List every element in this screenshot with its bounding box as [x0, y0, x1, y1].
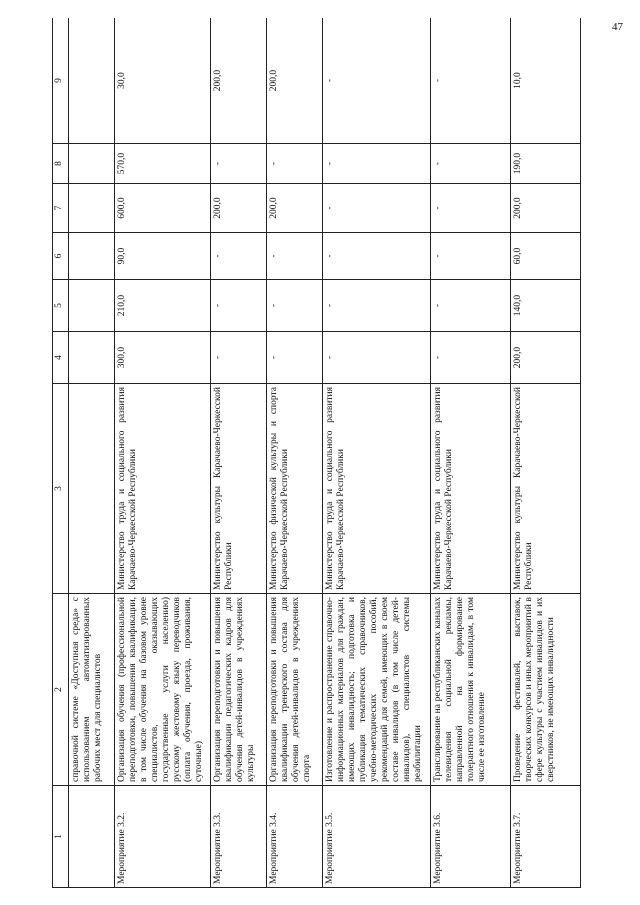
value-cell-8: 570,0 — [115, 144, 211, 184]
value-cell-4: - — [267, 332, 323, 384]
row-name-cell: Изготовление и распространение справочно-информационных материалов для граждан, имеющих инвалидность; подготовка и публикация тематических справочников, учебно-методических пособий, рекомендаций для семей, имеющих в своем составе инвалидов (в том числе детей-инвалидов), специалистов системы реабилитации — [323, 594, 431, 786]
table-row — [211, 18, 267, 888]
value-cell-5: 140,0 — [511, 280, 581, 332]
row-id-cell — [69, 786, 115, 888]
row-id-cell: Мероприятие 3.7. — [511, 786, 581, 888]
row-executor-cell — [69, 384, 115, 594]
value-cell-6: - — [211, 233, 267, 280]
value-cell-8: 190,0 — [511, 144, 581, 184]
column-header-2: 2 — [53, 594, 69, 786]
rotated-page-container — [52, 18, 597, 888]
value-cell-8: - — [431, 144, 511, 184]
column-number-row — [53, 18, 69, 888]
value-cell-9: 200,0 — [267, 18, 323, 144]
value-cell-5: - — [323, 280, 431, 332]
column-header-7: 7 — [53, 184, 69, 233]
value-cell-9: 30,0 — [115, 18, 211, 144]
row-name-cell: Проведение фестивалей, выставок, творческих конкурсов и иных мероприятий в сфере культуры с участием инвалидов и их сверстников, не имеющих инвалидности — [511, 594, 581, 786]
row-id-cell: Мероприятие 3.2. — [115, 786, 211, 888]
column-header-5: 5 — [53, 280, 69, 332]
value-cell-9: - — [431, 18, 511, 144]
value-cell-7: 200,0 — [267, 184, 323, 233]
value-cell-6 — [69, 233, 115, 280]
row-executor-cell: Министерство труда и социального развития Карачаево-Черкесской Республики — [323, 384, 431, 594]
value-cell-5: - — [267, 280, 323, 332]
value-cell-6: 60,0 — [511, 233, 581, 280]
value-cell-5: 210,0 — [115, 280, 211, 332]
value-cell-4: - — [323, 332, 431, 384]
row-executor-cell: Министерство физической культуры и спорта Карачаево-Черкесской Республики — [267, 384, 323, 594]
table-row — [267, 18, 323, 888]
value-cell-9 — [69, 18, 115, 144]
value-cell-7: - — [323, 184, 431, 233]
row-name-cell: Транслирование на республиканских каналах телевидения социальной рекламы, направленной на формирование толерантного отношения к инвалидам, в том числе ее изготовление — [431, 594, 511, 786]
value-cell-9: 200,0 — [211, 18, 267, 144]
row-executor-cell: Министерство труда и социального развития Карачаево-Черкесской Республики — [115, 384, 211, 594]
value-cell-6: - — [431, 233, 511, 280]
value-cell-6: - — [323, 233, 431, 280]
column-header-8: 8 — [53, 144, 69, 184]
row-name-cell: справочной системе «Доступная среда» с использованием автоматизированных рабочих мест для специалистов — [69, 594, 115, 786]
page-number: 47 — [612, 21, 623, 33]
row-executor-cell: Министерство труда и социального развития Карачаево-Черкесской Республики — [431, 384, 511, 594]
value-cell-4: 200,0 — [511, 332, 581, 384]
row-executor-cell: Министерство культуры Карачаево-Черкесской Республики — [511, 384, 581, 594]
value-cell-6: 90,0 — [115, 233, 211, 280]
row-id-cell: Мероприятие 3.5. — [323, 786, 431, 888]
value-cell-4 — [69, 332, 115, 384]
value-cell-8 — [69, 144, 115, 184]
column-header-6: 6 — [53, 233, 69, 280]
value-cell-7: 200,0 — [511, 184, 581, 233]
value-cell-5: - — [431, 280, 511, 332]
row-id-cell: Мероприятие 3.4. — [267, 786, 323, 888]
row-id-cell: Мероприятие 3.6. — [431, 786, 511, 888]
value-cell-7: - — [431, 184, 511, 233]
rotated-table-content — [52, 18, 597, 888]
column-header-1: 1 — [53, 786, 69, 888]
row-name-cell: Организация переподготовки и повышения квалификации педагогических кадров для обучения детей-инвалидов в учреждениях культуры — [211, 594, 267, 786]
column-header-9: 9 — [53, 18, 69, 144]
value-cell-8: - — [211, 144, 267, 184]
value-cell-9: - — [323, 18, 431, 144]
value-cell-5: - — [211, 280, 267, 332]
table-row — [431, 18, 511, 888]
value-cell-4: - — [431, 332, 511, 384]
row-name-cell: Организация обучения (профессиональной переподготовки, повышения квалификации, в том числе обучения на базовом уровне специалистов, оказывающих государственные услуги населению) русскому жестовому языку переводчиков (оплата обучения, проезда, проживания, суточные) — [115, 594, 211, 786]
value-cell-8: - — [267, 144, 323, 184]
value-cell-4: - — [211, 332, 267, 384]
row-executor-cell: Министерство культуры Карачаево-Черкесской Республики — [211, 384, 267, 594]
table-row — [511, 18, 581, 888]
value-cell-7: 600,0 — [115, 184, 211, 233]
table-row — [115, 18, 211, 888]
column-header-3: 3 — [53, 384, 69, 594]
value-cell-7: 200,0 — [211, 184, 267, 233]
value-cell-9: 10,0 — [511, 18, 581, 144]
value-cell-8: - — [323, 144, 431, 184]
value-cell-7 — [69, 184, 115, 233]
row-name-cell: Организация переподготовки и повышения квалификации тренерского состава для обучения детей-инвалидов в учреждениях спорта — [267, 594, 323, 786]
table-row — [69, 18, 115, 888]
table-row — [323, 18, 431, 888]
value-cell-4: 300,0 — [115, 332, 211, 384]
row-id-cell: Мероприятие 3.3. — [211, 786, 267, 888]
value-cell-6: - — [267, 233, 323, 280]
program-measures-table — [52, 18, 581, 888]
value-cell-5 — [69, 280, 115, 332]
column-header-4: 4 — [53, 332, 69, 384]
